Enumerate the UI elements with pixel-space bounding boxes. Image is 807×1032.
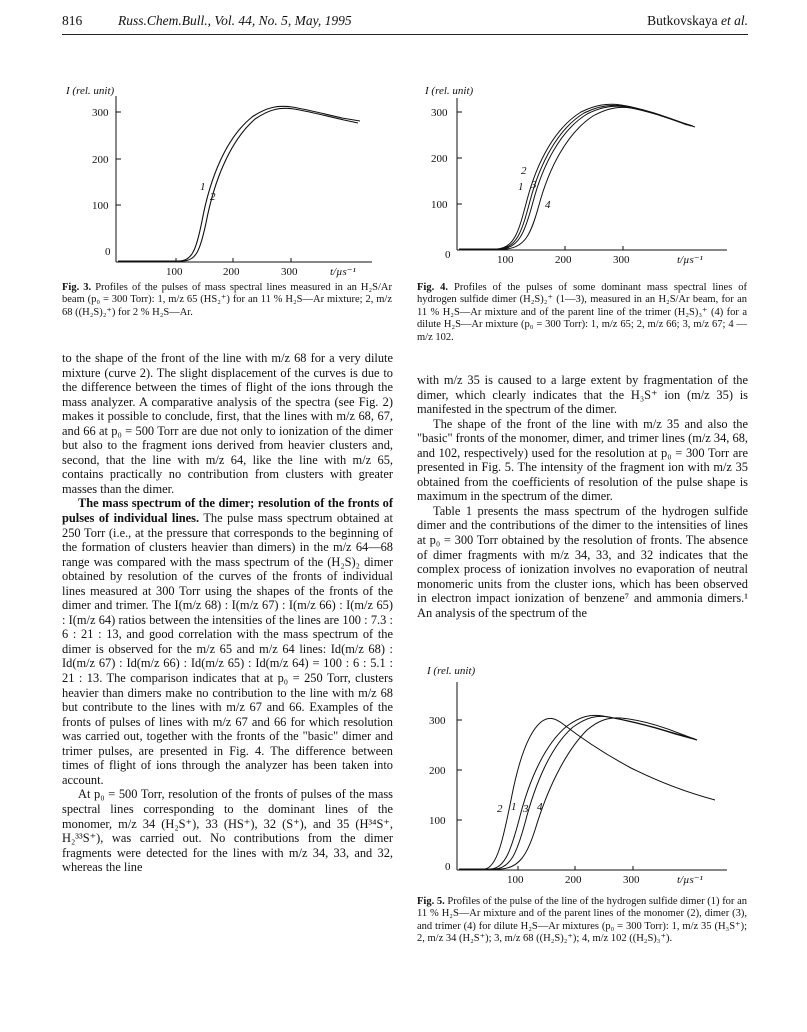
fig4-x-unit: t/µs⁻¹ <box>677 254 703 266</box>
right-paragraph-2: The shape of the front of the line with m/z 35 and also the "basic" fronts of the monomer, dimer, and trimer lines (m/z 34, 68, and 102, respectively) used for the resolution at p₀ = 300 Torr are presented in Fig. 5. The intensity of the fragment ion with m/z 35 obtained from the coefficients of resolution of the pulse shape is maximum in the spectrum of the dimer. <box>417 416 748 504</box>
fig4-curve-label-3: 3 <box>531 179 537 191</box>
fig4-curve-label-4: 4 <box>545 199 551 211</box>
fig3-y-tick-300: 300 <box>92 107 109 119</box>
running-header <box>62 10 748 35</box>
fig5-curve-4 <box>459 718 697 869</box>
fig5-y-tick-0: 0 <box>445 861 451 873</box>
fig3-curve-label-2: 2 <box>210 191 216 203</box>
figure-3-caption <box>62 282 392 319</box>
journal-citation: Russ.Chem.Bull., Vol. 44, No. 5, May, 1995 <box>118 13 352 28</box>
fig3-x-tick-300: 300 <box>281 266 298 278</box>
fig4-y-tick-0: 0 <box>445 249 451 261</box>
left-paragraph-2: The mass spectrum of the dimer; resolution of the fronts of pulses of individual lines. The pulse mass spectrum obtained at 250 Torr (i.e., at the pressure that corresponds to the beginning of the formation of clusters heavier than dimers) in the m/z 64—68 range was compared with the mass spectrum of the (H₂S)₂ dimer obtained by resolution of the curves of the fronts of individual lines measured at 300 Torr using the shapes of the fronts of the dimer and trimer. The I(m/z 68) : I(m/z 67) : I(m/z 66) : I(m/z 65) : I(m/z 64) ratios between the intensities of the lines are 100 : 7.3 : 6 : 21 : 13, and good correlation with the mass spectrum of the dimer is observed for the m/z 65 and m/z 64 lines: Id(m/z 68) : Id(m/z 67) : Id(m/z 66) : Id(m/z 65) : Id(m/z 64) = 100 : 6 : 5.1 : 21 : 13. The comparison indicates that at p₀ = 250 Torr, clusters heavier than dimers make no contribution to the line with m/z 68 but contribute to the lines with m/z 67 and 66. Examples of the fronts of pulses of lines with m/z 67 and 66 for which resolution was carried out, together with the fronts of the "basic" dimer and trimer pulses, are presented in Fig. 4. The difference between times of flight of ions through the analyzer has been taken into account. <box>62 496 394 787</box>
section-heading: The mass spectrum of the dimer; resolution of the fronts of pulses of individual lines. <box>62 496 393 526</box>
fig5-x-tick-100: 100 <box>507 874 524 886</box>
fig5-y-label: I (rel. unit) <box>427 665 476 677</box>
fig4-caption-text: Profiles of the pulses of some dominant mass spectral lines of hydrogen sulfide dimer (H₂S)₂⁺ (1—3), measured in an H₂S/Ar beam, for an 11 % H₂S—Ar mixture and of the parent line of the trimer (H₂S)₃⁺ (4) for a dilute H₂S—Ar mixture (p₀ = 300 Torr): 1, m/z 65; 2, m/z 66; 3, m/z 67; 4 — m/z 102. <box>417 282 747 343</box>
fig4-y-label: I (rel. unit) <box>425 85 474 97</box>
fig4-x-tick-100: 100 <box>497 254 514 266</box>
fig4-curve-label-1: 1 <box>518 181 524 193</box>
fig4-curve-label-2: 2 <box>521 165 527 177</box>
right-column-text <box>417 373 748 620</box>
fig5-curve-label-2: 2 <box>497 803 503 815</box>
fig5-x-tick-200: 200 <box>565 874 582 886</box>
fig4-caption-label: Fig. 4. <box>417 282 449 293</box>
figure-4-caption <box>417 282 747 344</box>
fig5-curve-label-1: 1 <box>511 801 517 813</box>
figure-3-plot <box>60 80 380 276</box>
authors: Butkovskaya et al. <box>647 13 748 28</box>
fig3-y-tick-0: 0 <box>105 246 111 258</box>
figure-5-caption <box>417 896 747 946</box>
fig3-x-unit: t/µs⁻¹ <box>330 266 356 278</box>
fig5-x-tick-300: 300 <box>623 874 640 886</box>
fig3-x-tick-100: 100 <box>166 266 183 278</box>
fig4-x-tick-200: 200 <box>555 254 572 266</box>
fig5-y-tick-200: 200 <box>429 765 446 777</box>
fig5-curve-3 <box>459 716 695 869</box>
right-paragraph-3: Table 1 presents the mass spectrum of the hydrogen sulfide dimer and the contributions of the dimer to the intensities of lines at p₀ = 300 Torr obtained by the resolution of fronts. The absence of dimer fragments with m/z 34, 33, and 32 indicates that the complex process of ionization involves no evaporation of neutral monomeric units from the cluster ions, which has been observed in electron impact ionization of benzene⁷ and ammonia dimers.¹ An analysis of the spectrum of the <box>417 503 748 620</box>
fig3-curve-1 <box>118 106 360 261</box>
fig5-x-unit: t/µs⁻¹ <box>677 874 703 886</box>
fig3-y-tick-100: 100 <box>92 200 109 212</box>
fig4-x-tick-300: 300 <box>613 254 630 266</box>
fig4-y-tick-100: 100 <box>431 199 448 211</box>
fig5-caption-label: Fig. 5. <box>417 896 445 907</box>
fig5-curve-label-3: 3 <box>523 803 529 815</box>
fig3-y-tick-200: 200 <box>92 154 109 166</box>
left-column-text <box>62 351 393 875</box>
left-paragraph-3: At p₀ = 500 Torr, resolution of the fronts of pulses of the mass spectral lines corresponding to the dominant lines of the monomer, m/z 34 (H₂S⁺), 33 (HS⁺), 32 (S⁺), and 35 (H³⁴S⁺, H₂³³S⁺), was carried out. No contributions from the dimer fragments were detected for the lines with m/z 34, 33, and 32, whereas the line <box>62 787 393 875</box>
figure-4-plot <box>415 80 735 276</box>
fig3-caption-label: Fig. 3. <box>62 282 92 293</box>
fig5-curve-2 <box>459 718 715 869</box>
fig3-x-tick-200: 200 <box>223 266 240 278</box>
fig5-y-tick-100: 100 <box>429 815 446 827</box>
fig5-curve-label-4: 4 <box>537 801 543 813</box>
fig3-curve-label-1: 1 <box>200 181 206 193</box>
fig3-y-label: I (rel. unit) <box>66 85 115 97</box>
fig4-curve-4 <box>459 107 687 249</box>
fig4-curve-2 <box>459 104 695 249</box>
fig4-curve-3 <box>459 106 691 249</box>
fig4-y-tick-300: 300 <box>431 107 448 119</box>
fig5-curve-1 <box>459 715 697 869</box>
fig5-y-tick-300: 300 <box>429 715 446 727</box>
fig5-caption-text: Profiles of the pulse of the line of the hydrogen sulfide dimer (1) for an 11 % H₂S—Ar mixture and of the parent lines of the monomer (2), dimer (3), and trimer (4) for dilute H₂S—Ar mixtures (p₀ = 300 Torr): 1, m/z 35 (H₃S⁺); 2, m/z 34 (H₂S⁺); 3, m/z 68 ((H₂S)₂⁺); 4, m/z 102 ((H₂S)₃⁺). <box>417 896 747 945</box>
figure-5-plot <box>415 660 735 890</box>
fig4-y-tick-200: 200 <box>431 153 448 165</box>
page-number: 816 <box>62 13 83 28</box>
right-paragraph-1: with m/z 35 is caused to a large extent by fragmentation of the dimer, which clearly indicates that the H₃S⁺ ion (m/z 35) is manifested in the spectrum of the dimer. <box>417 373 748 417</box>
fig4-curve-1 <box>459 105 693 249</box>
fig3-caption-text: Profiles of the pulses of mass spectral lines measured in an H₂S/Ar beam (p₀ = 300 Torr): 1, m/z 65 (HS₂⁺) for an 11 % H₂S—Ar mixture; 2, m/z 68 ((H₂S)₂⁺) for 2 % H₂S—Ar. <box>62 282 392 318</box>
left-paragraph-1: to the shape of the front of the line with m/z 68 for a very dilute mixture (curve 2). The slight displacement of the curves is due to the difference between the times of flight of the ions through the mass analyzer. A comparative analysis of the spectra (see Fig. 2) makes it possible to conclude, first, that the lines with m/z 68, 67, and 66 at p₀ = 500 Torr are due not only to ionization of the dimer but also to the fragment ions derived from heavier clusters and, second, that the line with m/z 64, like the line with m/z 65, contains practically no contribution from clusters with greater masses than the dimer. <box>62 351 393 496</box>
